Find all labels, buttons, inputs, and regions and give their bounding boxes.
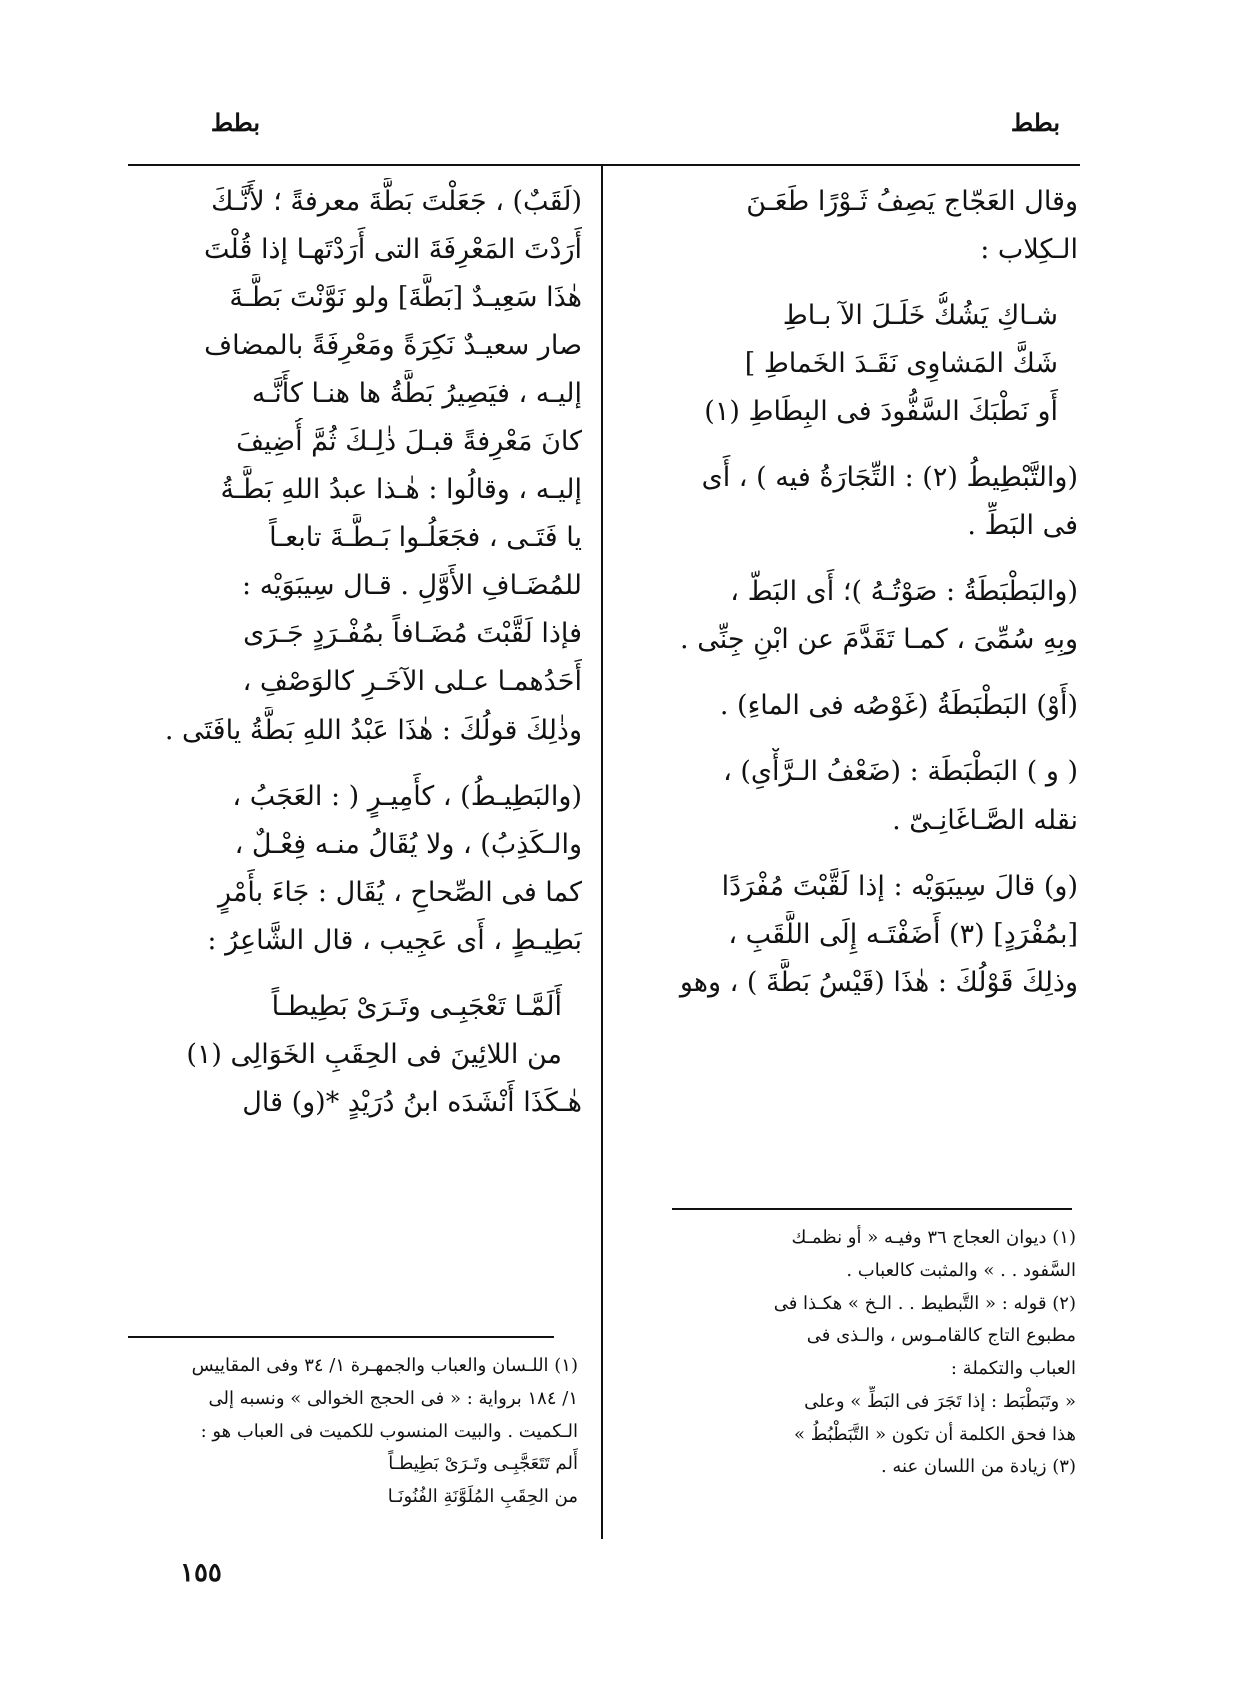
footnote-line: (٢) قوله : « التَّبطيط . . الـخ » هكـذا فى <box>773 1292 1076 1314</box>
text-line: (و) قالَ سِيبَوَيْه : إذا لَقَّبْتَ مُفْرَدًا <box>721 870 1078 902</box>
footnote-line: (٣) زيادة من اللسان عنه . <box>880 1456 1076 1478</box>
footnote-line: ١/ ١٨٤ برواية : « فى الحجج الخوالى » ونسبه إلى <box>208 1387 578 1409</box>
text-line: وذلِكَ قَوْلُكَ : هٰذَا (قَيْسُ بَطَّةَ ) ، وهو <box>679 966 1078 998</box>
text-line: إليـه ، فيَصِيرُ بَطَّةُ ها هنـا كأَنَّـه <box>251 378 582 410</box>
footnote-line: الـكميت . والبيت المنسوب للكميت فى العباب هو : <box>200 1420 578 1442</box>
verse-line: شَكَّ المَشاوِى نَقَـدَ الخَماطِ ] <box>744 348 1058 380</box>
footnote-line: « وتَبَطْبَط : إذا تَجَرَ فى البَطِّ » وعلى <box>804 1390 1076 1412</box>
text-line: بَطِيـطٍ ، أَى عَجِيب ، قال الشَّاعِرُ : <box>207 924 582 956</box>
footnote-line: العباب والتكملة : <box>950 1358 1076 1379</box>
footnotes-left <box>128 1350 578 1514</box>
text-line: (والبَطْبَطَةُ : صَوْتُـهُ )؛ أَى البَطّ ، <box>730 576 1078 608</box>
footnote-line: (١) اللـسان والعباب والجمهـرة ١/ ٣٤ وفى المقاييس <box>191 1355 578 1376</box>
text-line: (لَقَبٌ) ، جَعَلْتَ بَطَّةَ معرفةً ؛ لأَنَّـكَ <box>211 186 582 217</box>
text-line: أَحَدُهمـا عـلى الآخَـرِ كالوَصْفِ ، <box>242 666 582 698</box>
footnote-line: من الحِقَبِ المُلَوَّنَةِ الفُنُونَـا <box>387 1486 578 1507</box>
text-line: كانَ مَعْرِفةً قبـلَ ذٰلِـكَ ثُمَّ أُضِيفَ <box>236 426 582 458</box>
verse-line: أَو نَطْبَكَ السَّفُّودَ فى البِطَاطِ (١) <box>704 396 1058 428</box>
text-line: صار سعيـدٌ نَكِرَةً ومَعْرِفَةً بالمضاف <box>204 330 582 362</box>
text-line: للمُضَـافِ الأَوَّلِ . قـال سِيبَوَيْه : <box>242 570 582 602</box>
text-line: [بمُفْرَدٍ] (٣) أَضَفْتَـه إِلَى اللَّقَبِ ، <box>728 918 1078 950</box>
footnote-line: هذا فحق الكلمة أن تكون « التَّبَطْبُطُ » <box>793 1423 1076 1445</box>
text-line: هٰذَا سَعِيـدٌ [بَطَّةَ] ولو نَوَّنْتَ بَطَّـةَ <box>229 282 582 314</box>
running-header-left: بطط <box>210 108 260 137</box>
text-line: إليـه ، وقالُوا : هٰـذا عبدُ اللهِ بَطَّـةُ <box>220 474 582 506</box>
page-number: ١٥٥ <box>180 1558 222 1588</box>
text-line: فى البَطِّ . <box>967 510 1078 542</box>
right-column <box>632 178 1078 1007</box>
footnote-rule-left <box>128 1336 554 1338</box>
text-line: (أَوْ) البَطْبَطَةُ (غَوْصُه فى الماءِ) . <box>719 690 1078 722</box>
text-line: يا فَتَـى ، فجَعَلُـوا بَـطَّـةَ تابعـاً <box>269 522 582 554</box>
text-line: وقال العَجّاج يَصِفُ ثَـوْرًا طَعَـنَ <box>746 186 1078 217</box>
footnote-line: أَلم تَتَعَجَّبِـى وتَـرَىْ بَطِيطـاً <box>388 1453 578 1475</box>
text-line: (والبَطِيـطُ) ، كأَمِيـرٍ ( : العَجَبُ ، <box>232 780 582 812</box>
text-line: فإذا لَقَّبْتَ مُضَـافاً بمُفْـرَدٍ جَـرَى <box>243 618 582 650</box>
text-line: وذٰلِكَ قولُكَ : هٰذَا عَبْدُ اللهِ بَطَّةُ يافَتَى . <box>164 714 582 746</box>
text-line: (والتَّبْطِيطُ (٢) : التِّجَارَةُ فيه ) ، أَى <box>701 462 1078 494</box>
column-divider <box>601 164 603 1539</box>
text-line: كما فى الصِّحاحِ ، يُقَال : جَاءَ بأَمْرٍ <box>218 876 582 908</box>
header-rule <box>128 164 1080 166</box>
text-line: وبِهِ سُمِّىَ ، كمـا تَقَدَّمَ عن ابْنِ جِنِّى . <box>680 624 1078 656</box>
text-line: والـكَذِبُ) ، ولا يُقَالُ منـه فِعْـلٌ ، <box>234 828 582 860</box>
footnote-rule-right <box>672 1208 1072 1210</box>
text-line: نقله الصَّـاغَانِـىّ . <box>892 804 1078 836</box>
footnote-line: السَّفود . . » والمثبت كالعباب . <box>846 1259 1076 1281</box>
footnote-line: مطبوع التاج كالقامـوس ، والـذى فى <box>806 1325 1076 1347</box>
left-column <box>128 178 582 1127</box>
text-line: ( و ) البَطْبَطَة : (ضَعْفُ الـرَّأْىِ) ، <box>723 756 1078 788</box>
text-line: أَرَدْتَ المَعْرِفَةَ التى أَرَدْتَهـا إذا قُلْتَ <box>204 234 582 266</box>
footnotes-right <box>638 1222 1076 1484</box>
verse-line: شـاكِ يَشُكُّ خَلَـلَ الآ بـاطِ <box>782 300 1058 332</box>
verse-line: من اللائِينَ فى الحِقَبِ الخَوَالِى (١) <box>186 1038 562 1070</box>
verse-line: أَلَمَّـا تَعْجَبِـى وتَـرَىْ بَطِيطـاً <box>271 990 562 1022</box>
text-line: الـكِلاب : <box>980 234 1078 266</box>
text-line: هٰـكَذَا أَنْشَدَه ابنُ دُرَيْدٍ *(و) قال <box>242 1086 582 1118</box>
running-header-right: بطط <box>1010 108 1060 137</box>
footnote-line: (١) ديوان العجاج ٣٦ وفيـه « أو نظمـك <box>791 1227 1076 1248</box>
